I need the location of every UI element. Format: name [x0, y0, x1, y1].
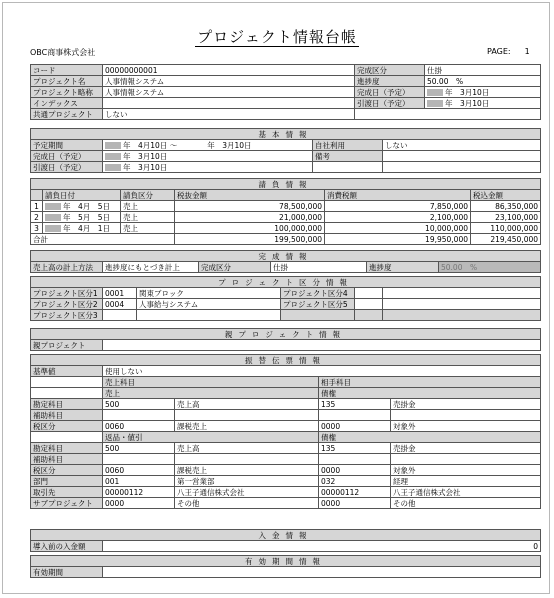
- complete-date-label: 完成日（予定）: [355, 87, 425, 98]
- method-value: 進捗度にもとづき計上: [103, 262, 199, 273]
- total-tax: 19,950,000: [325, 234, 471, 245]
- completion-status-value: 仕掛: [271, 262, 367, 273]
- index-value: [103, 98, 355, 109]
- common-project-label: 共通プロジェクト: [31, 109, 103, 120]
- validity-table: [30, 555, 541, 578]
- period-label: 予定期間: [31, 140, 103, 151]
- col-tax: 消費税額: [325, 190, 471, 201]
- year-mask: [105, 142, 121, 149]
- total-net: 199,500,000: [175, 234, 325, 245]
- base-value: 使用しない: [103, 366, 541, 377]
- table-row: 2 年 5月 5日 売上 21,000,000 2,100,000 23,100,000: [31, 212, 541, 223]
- completion-status-label: 完成区分: [199, 262, 271, 273]
- validity-label: 有効期間: [31, 567, 103, 578]
- basic-info-table: [30, 128, 541, 173]
- table-row: 3 年 4月 1日 売上 100,000,000 10,000,000 110,000,000: [31, 223, 541, 234]
- page-indicator: PAGE: 1: [487, 47, 530, 56]
- project-name-value: 人事情報システム: [103, 76, 355, 87]
- category-1-label: プロジェクト区分1: [31, 288, 103, 299]
- year-mask: [45, 203, 61, 210]
- col-contract-type: 請負区分: [121, 190, 175, 201]
- progress-value: 50.00 %: [425, 76, 541, 87]
- code-label: コード: [31, 65, 103, 76]
- partner-account-label: 相手科目: [319, 377, 541, 388]
- contract-header: 請負情報: [31, 179, 541, 190]
- parent-table: [30, 328, 541, 351]
- period-value: 年 4月10日 〜 年 3月10日: [103, 140, 313, 151]
- code-value: 00000000001: [103, 65, 355, 76]
- col-gross: 税込金額: [471, 190, 541, 201]
- delivery-date-value: 年 3月10日: [425, 98, 541, 109]
- delivery-date-label: 引渡日（予定）: [355, 98, 425, 109]
- transfer-table: 振替伝票情報 基準値 使用しない 売上科目 相手科目 売上 債権 勘定科目 500 売上高 135 売掛金 補助科目 税区分 0060 課税売上 0000 対象外 返品・値引 債権 勘定科目 500 売上高 135 売掛金 補助科目 税区分 0060 課税売上 0000 対象外 部門 001 第一営業部 032 経理 取引先 00000112 八王子通信株式会社 00000112 八王子通信株式会社 サブプロジェクト 0000 その他 0000 その他: [30, 354, 541, 509]
- category-header: プロジェクト区分情報: [31, 277, 541, 288]
- transfer-header: 振替伝票情報: [31, 355, 541, 366]
- year-mask: [45, 225, 61, 232]
- project-short-label: プロジェクト略称: [31, 87, 103, 98]
- category-4-label: プロジェクト区分4: [281, 288, 355, 299]
- status-value: 仕掛: [425, 65, 541, 76]
- completion-progress-value: 50.00 %: [439, 262, 541, 273]
- category-5-label: プロジェクト区分5: [281, 299, 355, 310]
- contract-table: [30, 178, 541, 245]
- total-label: 合計: [31, 234, 175, 245]
- year-mask: [45, 214, 61, 221]
- top-info-table: [30, 64, 541, 120]
- completion-table: [30, 250, 541, 273]
- basic-delivery-value: 年 3月10日: [103, 162, 313, 173]
- note-label: 備考: [313, 151, 383, 162]
- sales-account-label: 売上科目: [103, 377, 319, 388]
- self-use-value: しない: [383, 140, 541, 151]
- basic-complete-label: 完成日（予定）: [31, 151, 103, 162]
- completion-progress-label: 進捗度: [367, 262, 439, 273]
- year-mask: [427, 89, 443, 96]
- page-title: プロジェクト情報台帳: [197, 28, 357, 46]
- year-mask: [427, 100, 443, 107]
- category-3-label: プロジェクト区分3: [31, 310, 103, 321]
- parent-header: 親プロジェクト情報: [31, 329, 541, 340]
- note-value: [383, 151, 541, 162]
- index-label: インデックス: [31, 98, 103, 109]
- basic-delivery-label: 引渡日（予定）: [31, 162, 103, 173]
- payment-label: 導入前の入金額: [31, 541, 103, 552]
- basic-complete-value: 年 3月10日: [103, 151, 313, 162]
- method-label: 売上高の計上方法: [31, 262, 103, 273]
- basic-info-header: 基本情報: [31, 129, 541, 140]
- project-name-label: プロジェクト名: [31, 76, 103, 87]
- completion-header: 完成情報: [31, 251, 541, 262]
- common-project-value: しない: [103, 109, 355, 120]
- base-label: 基準値: [31, 366, 103, 377]
- complete-date-value: 年 3月10日: [425, 87, 541, 98]
- status-label: 完成区分: [355, 65, 425, 76]
- progress-label: 進捗度: [355, 76, 425, 87]
- parent-label: 親プロジェクト: [31, 340, 103, 351]
- self-use-label: 自社利用: [313, 140, 383, 151]
- payment-table: [30, 529, 541, 552]
- total-gross: 219,450,000: [471, 234, 541, 245]
- col-net: 税抜金額: [175, 190, 325, 201]
- validity-header: 有効期間情報: [31, 556, 541, 567]
- table-row: 1 年 4月 5日 売上 78,500,000 7,850,000 86,350,000: [31, 201, 541, 212]
- category-2-label: プロジェクト区分2: [31, 299, 103, 310]
- company-name: OBC商事株式会社: [30, 48, 96, 57]
- year-mask: [105, 164, 121, 171]
- payment-value: 0: [103, 541, 541, 552]
- year-mask: [105, 153, 121, 160]
- col-contract-date: 請負日付: [43, 190, 121, 201]
- project-short-value: 人事情報システム: [103, 87, 355, 98]
- category-table: プロジェクト区分情報 プロジェクト区分1 0001 関東ブロック プロジェクト区分4 プロジェクト区分2 0004 人事給与システム プロジェクト区分5 プロジェクト区分3: [30, 276, 541, 321]
- payment-header: 入金情報: [31, 530, 541, 541]
- returns-label: 返品・値引: [103, 432, 319, 443]
